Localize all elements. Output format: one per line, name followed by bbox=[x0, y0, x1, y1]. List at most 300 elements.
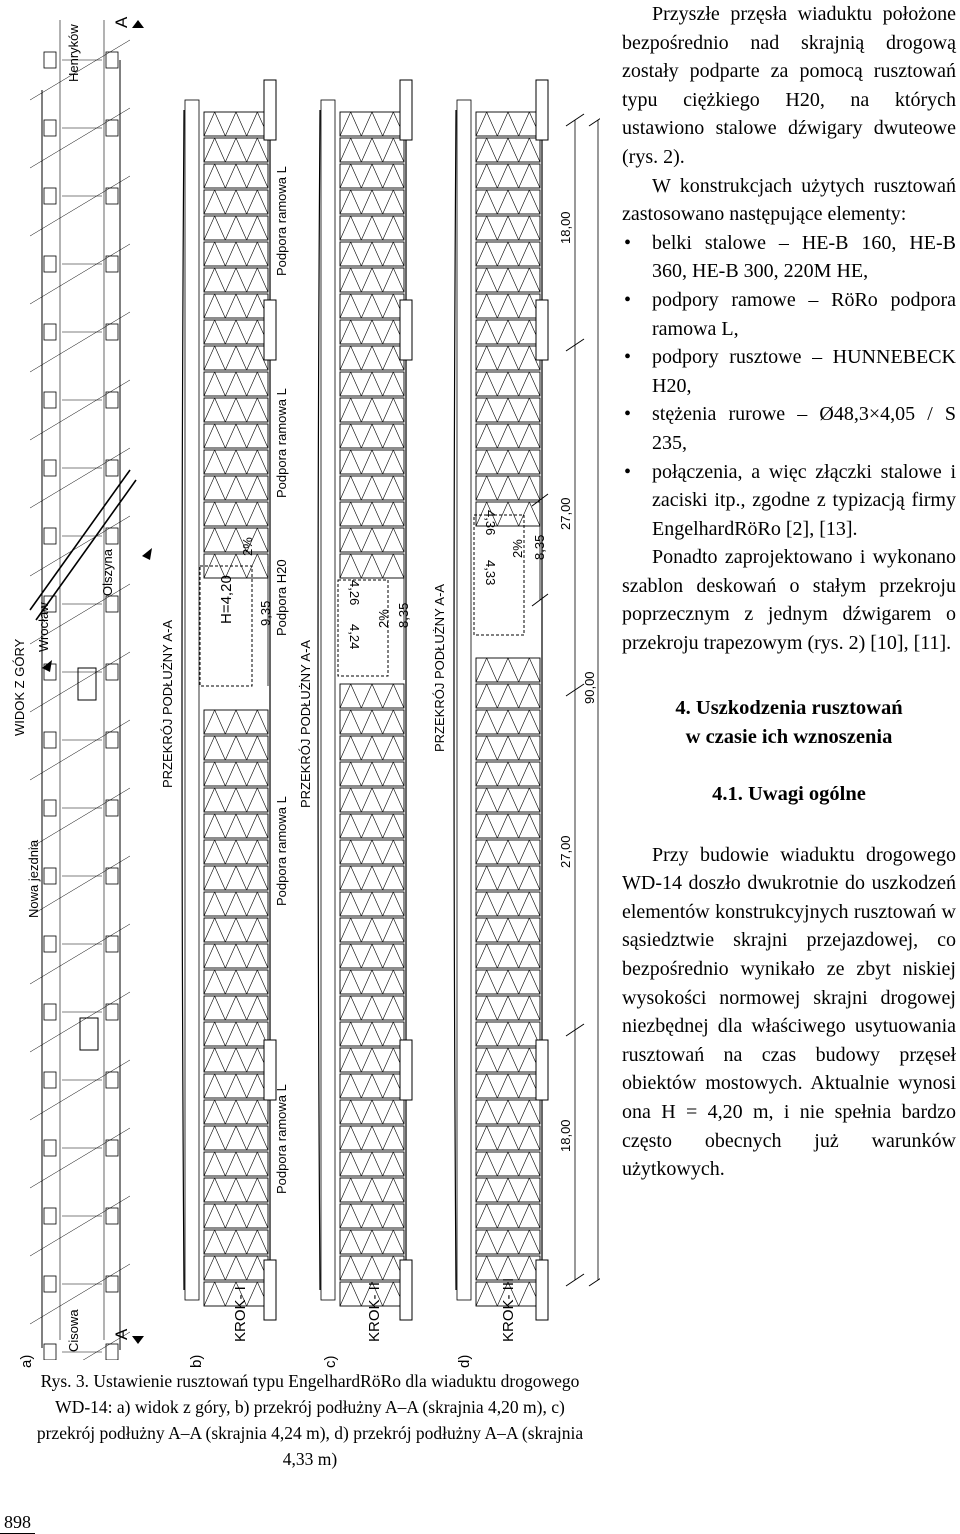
bracing bbox=[487, 1204, 498, 1228]
bracing bbox=[393, 554, 404, 578]
dim-seg3: 27,00 bbox=[558, 835, 573, 868]
bracing bbox=[529, 814, 540, 838]
bracing bbox=[236, 1178, 247, 1202]
bracing bbox=[497, 1152, 508, 1176]
scaffold-bay bbox=[476, 840, 540, 864]
bracing bbox=[247, 1230, 258, 1254]
bracing bbox=[476, 970, 487, 994]
henrykow-label: Henryków bbox=[66, 24, 81, 82]
bracing bbox=[508, 1230, 519, 1254]
bracing bbox=[225, 996, 236, 1020]
bracing bbox=[383, 762, 394, 786]
bracing bbox=[508, 866, 519, 890]
bracing bbox=[508, 1100, 519, 1124]
pier-cap bbox=[400, 1260, 412, 1320]
bracing bbox=[519, 1256, 530, 1280]
scaffold-bay bbox=[476, 450, 540, 474]
bracing bbox=[497, 944, 508, 968]
scaffold-bay bbox=[204, 502, 268, 526]
bracing bbox=[476, 918, 487, 942]
bracing bbox=[340, 684, 351, 708]
bracing bbox=[340, 216, 351, 240]
bracing bbox=[487, 320, 498, 344]
scaffold-bay bbox=[204, 346, 268, 370]
scaffold-bay bbox=[204, 1152, 268, 1176]
bracing bbox=[383, 710, 394, 734]
scaffold-bay bbox=[476, 710, 540, 734]
bracing bbox=[204, 970, 215, 994]
bracing bbox=[361, 554, 372, 578]
bracing bbox=[204, 892, 215, 916]
bracing bbox=[529, 164, 540, 188]
bracing bbox=[247, 1048, 258, 1072]
bracing bbox=[487, 788, 498, 812]
bracing bbox=[236, 476, 247, 500]
bracing bbox=[393, 528, 404, 552]
bracing bbox=[497, 1178, 508, 1202]
bracing bbox=[247, 320, 258, 344]
bracing bbox=[340, 1178, 351, 1202]
vehicle-icon bbox=[80, 1018, 98, 1050]
bracing bbox=[519, 1048, 530, 1072]
bracing bbox=[508, 944, 519, 968]
bracing bbox=[257, 788, 268, 812]
bracing bbox=[372, 268, 383, 292]
bracing bbox=[519, 918, 530, 942]
bracing bbox=[361, 684, 372, 708]
bracing bbox=[340, 138, 351, 162]
bracing bbox=[247, 1256, 258, 1280]
bracing bbox=[215, 788, 226, 812]
bracing bbox=[215, 866, 226, 890]
bracing bbox=[487, 164, 498, 188]
bracing bbox=[519, 1204, 530, 1228]
pier-cap bbox=[400, 300, 412, 360]
bracing bbox=[508, 190, 519, 214]
bracing bbox=[529, 138, 540, 162]
scaffold-bay bbox=[204, 138, 268, 162]
column-base bbox=[44, 256, 56, 272]
height-right-d: 4,36 bbox=[483, 510, 498, 536]
bracing bbox=[351, 1178, 362, 1202]
bracing bbox=[247, 476, 258, 500]
bracing bbox=[508, 1022, 519, 1046]
bracing bbox=[257, 502, 268, 526]
bracing bbox=[529, 658, 540, 682]
bracing bbox=[361, 424, 372, 448]
list-item: • belki stalowe – HE-B 160, HE-B 360, HE-B 300, 220M HE, bbox=[622, 229, 956, 286]
bracing bbox=[204, 710, 215, 734]
bracing bbox=[508, 164, 519, 188]
bracing bbox=[372, 476, 383, 500]
bracing bbox=[340, 372, 351, 396]
bracing bbox=[487, 424, 498, 448]
paragraph-2: W konstrukcjach użytych rusztowań zastosowano następujące elementy: bbox=[622, 174, 956, 226]
column-base bbox=[106, 120, 118, 136]
bracing bbox=[225, 1074, 236, 1098]
bracing bbox=[361, 762, 372, 786]
scaffold-bay bbox=[476, 1126, 540, 1150]
bracing bbox=[476, 216, 487, 240]
bracing bbox=[361, 164, 372, 188]
scaffold-bay bbox=[204, 1178, 268, 1202]
scaffold-bay bbox=[204, 944, 268, 968]
bracing bbox=[215, 242, 226, 266]
column-base bbox=[44, 1276, 56, 1292]
bracing bbox=[215, 918, 226, 942]
bracing bbox=[215, 138, 226, 162]
bracing bbox=[383, 788, 394, 812]
scaffold-bay bbox=[204, 736, 268, 760]
bracing bbox=[361, 1152, 372, 1176]
section-arrow-icon bbox=[132, 20, 144, 28]
bracing bbox=[372, 398, 383, 422]
bracing bbox=[204, 996, 215, 1020]
bracing bbox=[487, 476, 498, 500]
bracing bbox=[361, 242, 372, 266]
column-base bbox=[106, 800, 118, 816]
bracing bbox=[257, 918, 268, 942]
bracing bbox=[215, 190, 226, 214]
bracing bbox=[519, 840, 530, 864]
bracing bbox=[393, 788, 404, 812]
bracing bbox=[340, 112, 351, 136]
bracing bbox=[361, 1074, 372, 1098]
bracing bbox=[257, 138, 268, 162]
bracing bbox=[508, 1074, 519, 1098]
column-base bbox=[106, 596, 118, 612]
scaffold-bay bbox=[204, 970, 268, 994]
bracing bbox=[476, 866, 487, 890]
bracing bbox=[372, 1230, 383, 1254]
bracing bbox=[257, 450, 268, 474]
scaffold-bay bbox=[340, 1256, 404, 1280]
bracing bbox=[508, 918, 519, 942]
bracing bbox=[372, 164, 383, 188]
bracing bbox=[361, 1048, 372, 1072]
bracing bbox=[351, 1126, 362, 1150]
bracing bbox=[519, 996, 530, 1020]
bracing bbox=[529, 372, 540, 396]
scaffold-bay bbox=[204, 710, 268, 734]
bracing bbox=[351, 684, 362, 708]
bracing bbox=[351, 892, 362, 916]
bracing bbox=[215, 424, 226, 448]
bracing bbox=[476, 346, 487, 370]
bracing bbox=[372, 1178, 383, 1202]
bracing bbox=[519, 658, 530, 682]
bullet-icon: • bbox=[624, 288, 632, 311]
bracing bbox=[383, 684, 394, 708]
bracing bbox=[351, 944, 362, 968]
bracing bbox=[340, 1256, 351, 1280]
height-left-c: 4,24 bbox=[347, 624, 362, 650]
bracing bbox=[351, 1048, 362, 1072]
bracing bbox=[204, 216, 215, 240]
bracing bbox=[487, 1256, 498, 1280]
bracing bbox=[497, 294, 508, 318]
bracing bbox=[497, 1230, 508, 1254]
road-hatch-line bbox=[30, 924, 130, 984]
bracing bbox=[204, 1126, 215, 1150]
bracing bbox=[519, 788, 530, 812]
bracing bbox=[497, 216, 508, 240]
bracing bbox=[340, 944, 351, 968]
bracing bbox=[225, 528, 236, 552]
scaffold-bay bbox=[340, 1178, 404, 1202]
bracing bbox=[257, 866, 268, 890]
deck-slab bbox=[185, 100, 199, 1300]
scaffold-bay bbox=[476, 424, 540, 448]
bracing bbox=[383, 346, 394, 370]
scaffold-bay bbox=[340, 996, 404, 1020]
column-base bbox=[106, 1072, 118, 1088]
bracing bbox=[383, 736, 394, 760]
bracing bbox=[372, 710, 383, 734]
bracing bbox=[383, 1178, 394, 1202]
bracing bbox=[508, 372, 519, 396]
bracing bbox=[487, 710, 498, 734]
bracing bbox=[225, 788, 236, 812]
bracing bbox=[476, 294, 487, 318]
bracing bbox=[393, 138, 404, 162]
bracing bbox=[529, 918, 540, 942]
road-hatch-line bbox=[30, 788, 130, 848]
column-base bbox=[106, 460, 118, 476]
deck-slab bbox=[321, 100, 335, 1300]
bracing bbox=[383, 554, 394, 578]
height-right-c: 4,26 bbox=[347, 580, 362, 606]
bracing bbox=[204, 190, 215, 214]
bracing bbox=[487, 138, 498, 162]
column-base bbox=[44, 188, 56, 204]
scaffold-bay bbox=[340, 320, 404, 344]
bracing bbox=[361, 398, 372, 422]
bracing bbox=[529, 762, 540, 786]
bracing bbox=[236, 268, 247, 292]
deck-girder bbox=[182, 110, 184, 1290]
bracing bbox=[372, 294, 383, 318]
bracing bbox=[236, 1230, 247, 1254]
bracing bbox=[215, 528, 226, 552]
bracing bbox=[497, 476, 508, 500]
bracing bbox=[247, 164, 258, 188]
bracing bbox=[236, 866, 247, 890]
bracing bbox=[476, 1100, 487, 1124]
column-base bbox=[44, 120, 56, 136]
scaffold-bay bbox=[340, 190, 404, 214]
bracing bbox=[361, 138, 372, 162]
column-base bbox=[106, 324, 118, 340]
scaffold-bay bbox=[476, 788, 540, 812]
bracing bbox=[508, 450, 519, 474]
scaffold-bay bbox=[476, 918, 540, 942]
scaffold-bay bbox=[340, 710, 404, 734]
list-item: • stężenia rurowe – Ø48,3×4,05 / S 235, bbox=[622, 400, 956, 457]
bracing bbox=[372, 216, 383, 240]
scaffold-bay bbox=[340, 840, 404, 864]
bracing bbox=[236, 1022, 247, 1046]
bracing bbox=[383, 1282, 394, 1306]
bracing bbox=[236, 788, 247, 812]
bracing bbox=[476, 424, 487, 448]
bracing bbox=[508, 476, 519, 500]
bracing bbox=[361, 788, 372, 812]
bracing bbox=[487, 450, 498, 474]
road-hatch-line bbox=[30, 380, 130, 440]
bracing bbox=[529, 684, 540, 708]
bracing bbox=[204, 528, 215, 552]
bracing bbox=[372, 112, 383, 136]
scaffold-bay bbox=[204, 216, 268, 240]
bracing bbox=[529, 892, 540, 916]
bracing bbox=[340, 1282, 351, 1306]
bracing bbox=[497, 138, 508, 162]
bracing bbox=[247, 242, 258, 266]
bracing bbox=[361, 372, 372, 396]
bracing bbox=[383, 1204, 394, 1228]
scaffold-bay bbox=[476, 346, 540, 370]
bracing bbox=[236, 164, 247, 188]
bracing bbox=[497, 372, 508, 396]
bracing bbox=[340, 398, 351, 422]
bracing bbox=[204, 1204, 215, 1228]
paragraph-4: Przy budowie wiaduktu drogowego WD-14 doszło dwukrotnie do uszkodzeń elementów konstrukcyjnych rusztowań w sąsiedztwie skrajni przejazdowej, co bezpośrednio wynikało ze zbyt niskiej wysokości normowej skrajni drogowej niezbędnej dla właściwego usytuowania rusztowań na czas budowy przęseł obiektów mostowych. Aktualnie wynosi ona H = 4,20 m, i nie spełnia bardzo często obecnych już warunków użytkowych. bbox=[622, 843, 956, 1181]
bracing bbox=[257, 164, 268, 188]
bracing bbox=[340, 242, 351, 266]
road-hatch-line bbox=[30, 1128, 130, 1188]
bracing bbox=[204, 736, 215, 760]
bracing bbox=[257, 268, 268, 292]
bracing bbox=[351, 840, 362, 864]
figure-caption: Rys. 3. Ustawienie rusztowań typu EngelhardRöRo dla wiaduktu drogowego WD-14: a) widok z góry, b) przekrój podłużny A–A (skrajnia 4,20 m), c) przekrój podłużny A–A (skrajnia 4,24 m), d) przekrój podłużny A–A (skrajnia 4,33 m) bbox=[36, 1371, 584, 1469]
bracing bbox=[351, 294, 362, 318]
bracing bbox=[257, 944, 268, 968]
bracing bbox=[215, 1282, 226, 1306]
bracing bbox=[519, 164, 530, 188]
bracing bbox=[476, 788, 487, 812]
bracing bbox=[257, 762, 268, 786]
bracing bbox=[247, 710, 258, 734]
bracing bbox=[247, 1100, 258, 1124]
road-hatch-line bbox=[30, 1060, 130, 1120]
scaffold-bay bbox=[204, 814, 268, 838]
bracing bbox=[225, 970, 236, 994]
bracing bbox=[215, 372, 226, 396]
bracing bbox=[497, 996, 508, 1020]
bracing bbox=[204, 840, 215, 864]
scaffold-bay bbox=[340, 1048, 404, 1072]
bracing bbox=[383, 450, 394, 474]
bracing bbox=[361, 1256, 372, 1280]
bracing bbox=[476, 996, 487, 1020]
scaffold-bay bbox=[204, 450, 268, 474]
bracing bbox=[383, 268, 394, 292]
bracing bbox=[340, 424, 351, 448]
bracing bbox=[257, 1204, 268, 1228]
panel-letter-b: b) bbox=[188, 1354, 205, 1368]
bracing bbox=[372, 866, 383, 890]
bracing bbox=[393, 892, 404, 916]
column-base bbox=[106, 1140, 118, 1156]
bracing bbox=[497, 918, 508, 942]
bracing bbox=[476, 684, 487, 708]
paragraph-1: Przyszłe przęsła wiaduktu położone bezpośrednio nad skrajnią drogową zostały podparte za pomocą rusztowań typu ciężkiego H20, na których ustawiono stalowe dźwigary dwuteowe (rys. 2). bbox=[622, 3, 956, 168]
pier-cap bbox=[264, 80, 276, 140]
bracing bbox=[508, 1204, 519, 1228]
bracing bbox=[476, 164, 487, 188]
bracing bbox=[393, 1126, 404, 1150]
wroclaw-label: Wrocław bbox=[36, 602, 51, 652]
bracing bbox=[225, 918, 236, 942]
bracing bbox=[529, 1152, 540, 1176]
bracing bbox=[215, 840, 226, 864]
bracing bbox=[383, 112, 394, 136]
bracing bbox=[340, 1074, 351, 1098]
scaffold-bay bbox=[204, 918, 268, 942]
scaffold-bay bbox=[340, 866, 404, 890]
bracing bbox=[361, 1100, 372, 1124]
scaffold-bay bbox=[204, 190, 268, 214]
bracing bbox=[351, 112, 362, 136]
column-base bbox=[44, 1208, 56, 1224]
bracing bbox=[372, 788, 383, 812]
bracing bbox=[340, 1126, 351, 1150]
dim-total: 90,00 bbox=[582, 671, 597, 704]
bracing bbox=[361, 502, 372, 526]
bracing bbox=[476, 112, 487, 136]
bracing bbox=[519, 814, 530, 838]
column-base bbox=[106, 1344, 118, 1360]
pier-cap bbox=[536, 1260, 548, 1320]
bracing bbox=[340, 1022, 351, 1046]
step-1-label: KROK- I bbox=[232, 1286, 249, 1342]
bracing bbox=[351, 528, 362, 552]
bracing bbox=[225, 710, 236, 734]
bracing bbox=[372, 424, 383, 448]
bracing bbox=[340, 294, 351, 318]
step-2-label: KROK- II bbox=[366, 1281, 383, 1342]
road-hatch-line bbox=[30, 448, 130, 508]
scaffold-bay bbox=[476, 216, 540, 240]
bracing bbox=[247, 1178, 258, 1202]
bracing bbox=[247, 1126, 258, 1150]
bracing bbox=[487, 1282, 498, 1306]
bracing bbox=[508, 1048, 519, 1072]
bracing bbox=[487, 814, 498, 838]
scaffold-bay bbox=[476, 268, 540, 292]
column-base bbox=[106, 868, 118, 884]
bracing bbox=[476, 450, 487, 474]
list-item: • podpory rusztowe – HUNNEBECK H20, bbox=[622, 343, 956, 400]
bracing bbox=[204, 476, 215, 500]
bracing bbox=[508, 892, 519, 916]
bracing bbox=[383, 138, 394, 162]
scaffold-bay bbox=[204, 1022, 268, 1046]
scaffold-bay bbox=[476, 1204, 540, 1228]
bracing bbox=[351, 242, 362, 266]
bracing bbox=[257, 476, 268, 500]
section-heading-line-1: 4. Uszkodzenia rusztowań bbox=[675, 696, 903, 719]
bracing bbox=[393, 398, 404, 422]
scaffold-bay bbox=[476, 320, 540, 344]
bracing bbox=[225, 1204, 236, 1228]
scaffold-bay bbox=[204, 424, 268, 448]
bracing bbox=[225, 320, 236, 344]
bracing bbox=[215, 736, 226, 760]
scaffold-bay bbox=[476, 1074, 540, 1098]
bracing bbox=[487, 918, 498, 942]
